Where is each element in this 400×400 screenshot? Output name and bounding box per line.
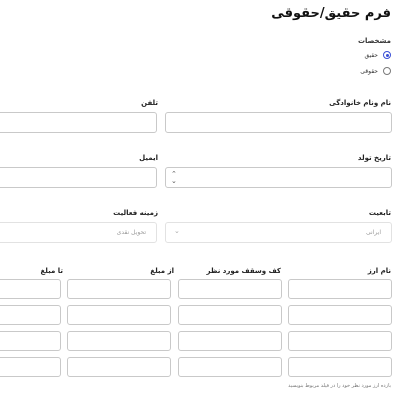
currency-name-input[interactable] xyxy=(288,279,392,299)
radio-unchecked-icon[interactable] xyxy=(383,67,391,75)
currency-name-header: نام ارز xyxy=(367,267,391,275)
currency-range-input[interactable] xyxy=(178,357,282,377)
full-name-input[interactable] xyxy=(165,112,392,133)
radio-natural-person[interactable] xyxy=(364,51,391,59)
chevron-down-icon[interactable]: ⌄ xyxy=(174,227,180,235)
currency-range-input[interactable] xyxy=(178,331,282,351)
radio-label-legal: حقوقی xyxy=(360,67,378,75)
from-amount-header: از مبلغ xyxy=(150,267,174,275)
currency-range-input[interactable] xyxy=(178,305,282,325)
to-amount-input[interactable] xyxy=(0,331,61,351)
email-input[interactable] xyxy=(0,167,157,188)
nationality-label: تابعیت xyxy=(368,209,391,217)
currency-range-input[interactable] xyxy=(178,279,282,299)
currency-name-input[interactable] xyxy=(288,357,392,377)
from-amount-input[interactable] xyxy=(67,305,171,325)
nationality-select[interactable] xyxy=(165,222,392,243)
birth-date-label: تاریخ تولد xyxy=(357,154,391,162)
radio-label-natural: حقیق xyxy=(364,51,378,59)
from-amount-input[interactable] xyxy=(67,279,171,299)
activity-field-label: زمینه فعالیت xyxy=(113,209,158,217)
radio-checked-icon[interactable] xyxy=(383,51,391,59)
currency-name-input[interactable] xyxy=(288,331,392,351)
activity-field-input[interactable] xyxy=(0,222,157,243)
nationality-placeholder: ایرانی xyxy=(366,229,381,236)
phone-label: تلفن xyxy=(141,99,158,107)
from-amount-input[interactable] xyxy=(67,331,171,351)
activity-field-placeholder: تحویل نقدی xyxy=(116,229,146,236)
currency-range-header: کف وسقف مورد نظر xyxy=(206,267,281,275)
section-label: مشخصات xyxy=(357,37,391,45)
full-name-label: نام ونام خانوادگی xyxy=(329,99,391,107)
birth-date-input[interactable] xyxy=(165,167,392,188)
phone-input[interactable] xyxy=(0,112,157,133)
helper-note: بازده ارز مورد نظر خود را در فیلد مربوط بنویسید xyxy=(288,383,391,389)
to-amount-header: تا مبلغ xyxy=(40,267,63,275)
to-amount-input[interactable] xyxy=(0,357,61,377)
form-title: فرم حقیق/حقوقی xyxy=(271,6,391,21)
currency-name-input[interactable] xyxy=(288,305,392,325)
to-amount-input[interactable] xyxy=(0,305,61,325)
to-amount-input[interactable] xyxy=(0,279,61,299)
email-label: ایمیل xyxy=(139,154,158,162)
from-amount-input[interactable] xyxy=(67,357,171,377)
radio-legal-person[interactable] xyxy=(360,67,391,75)
date-stepper-icon[interactable]: ⌃ ⌄ xyxy=(171,170,177,185)
